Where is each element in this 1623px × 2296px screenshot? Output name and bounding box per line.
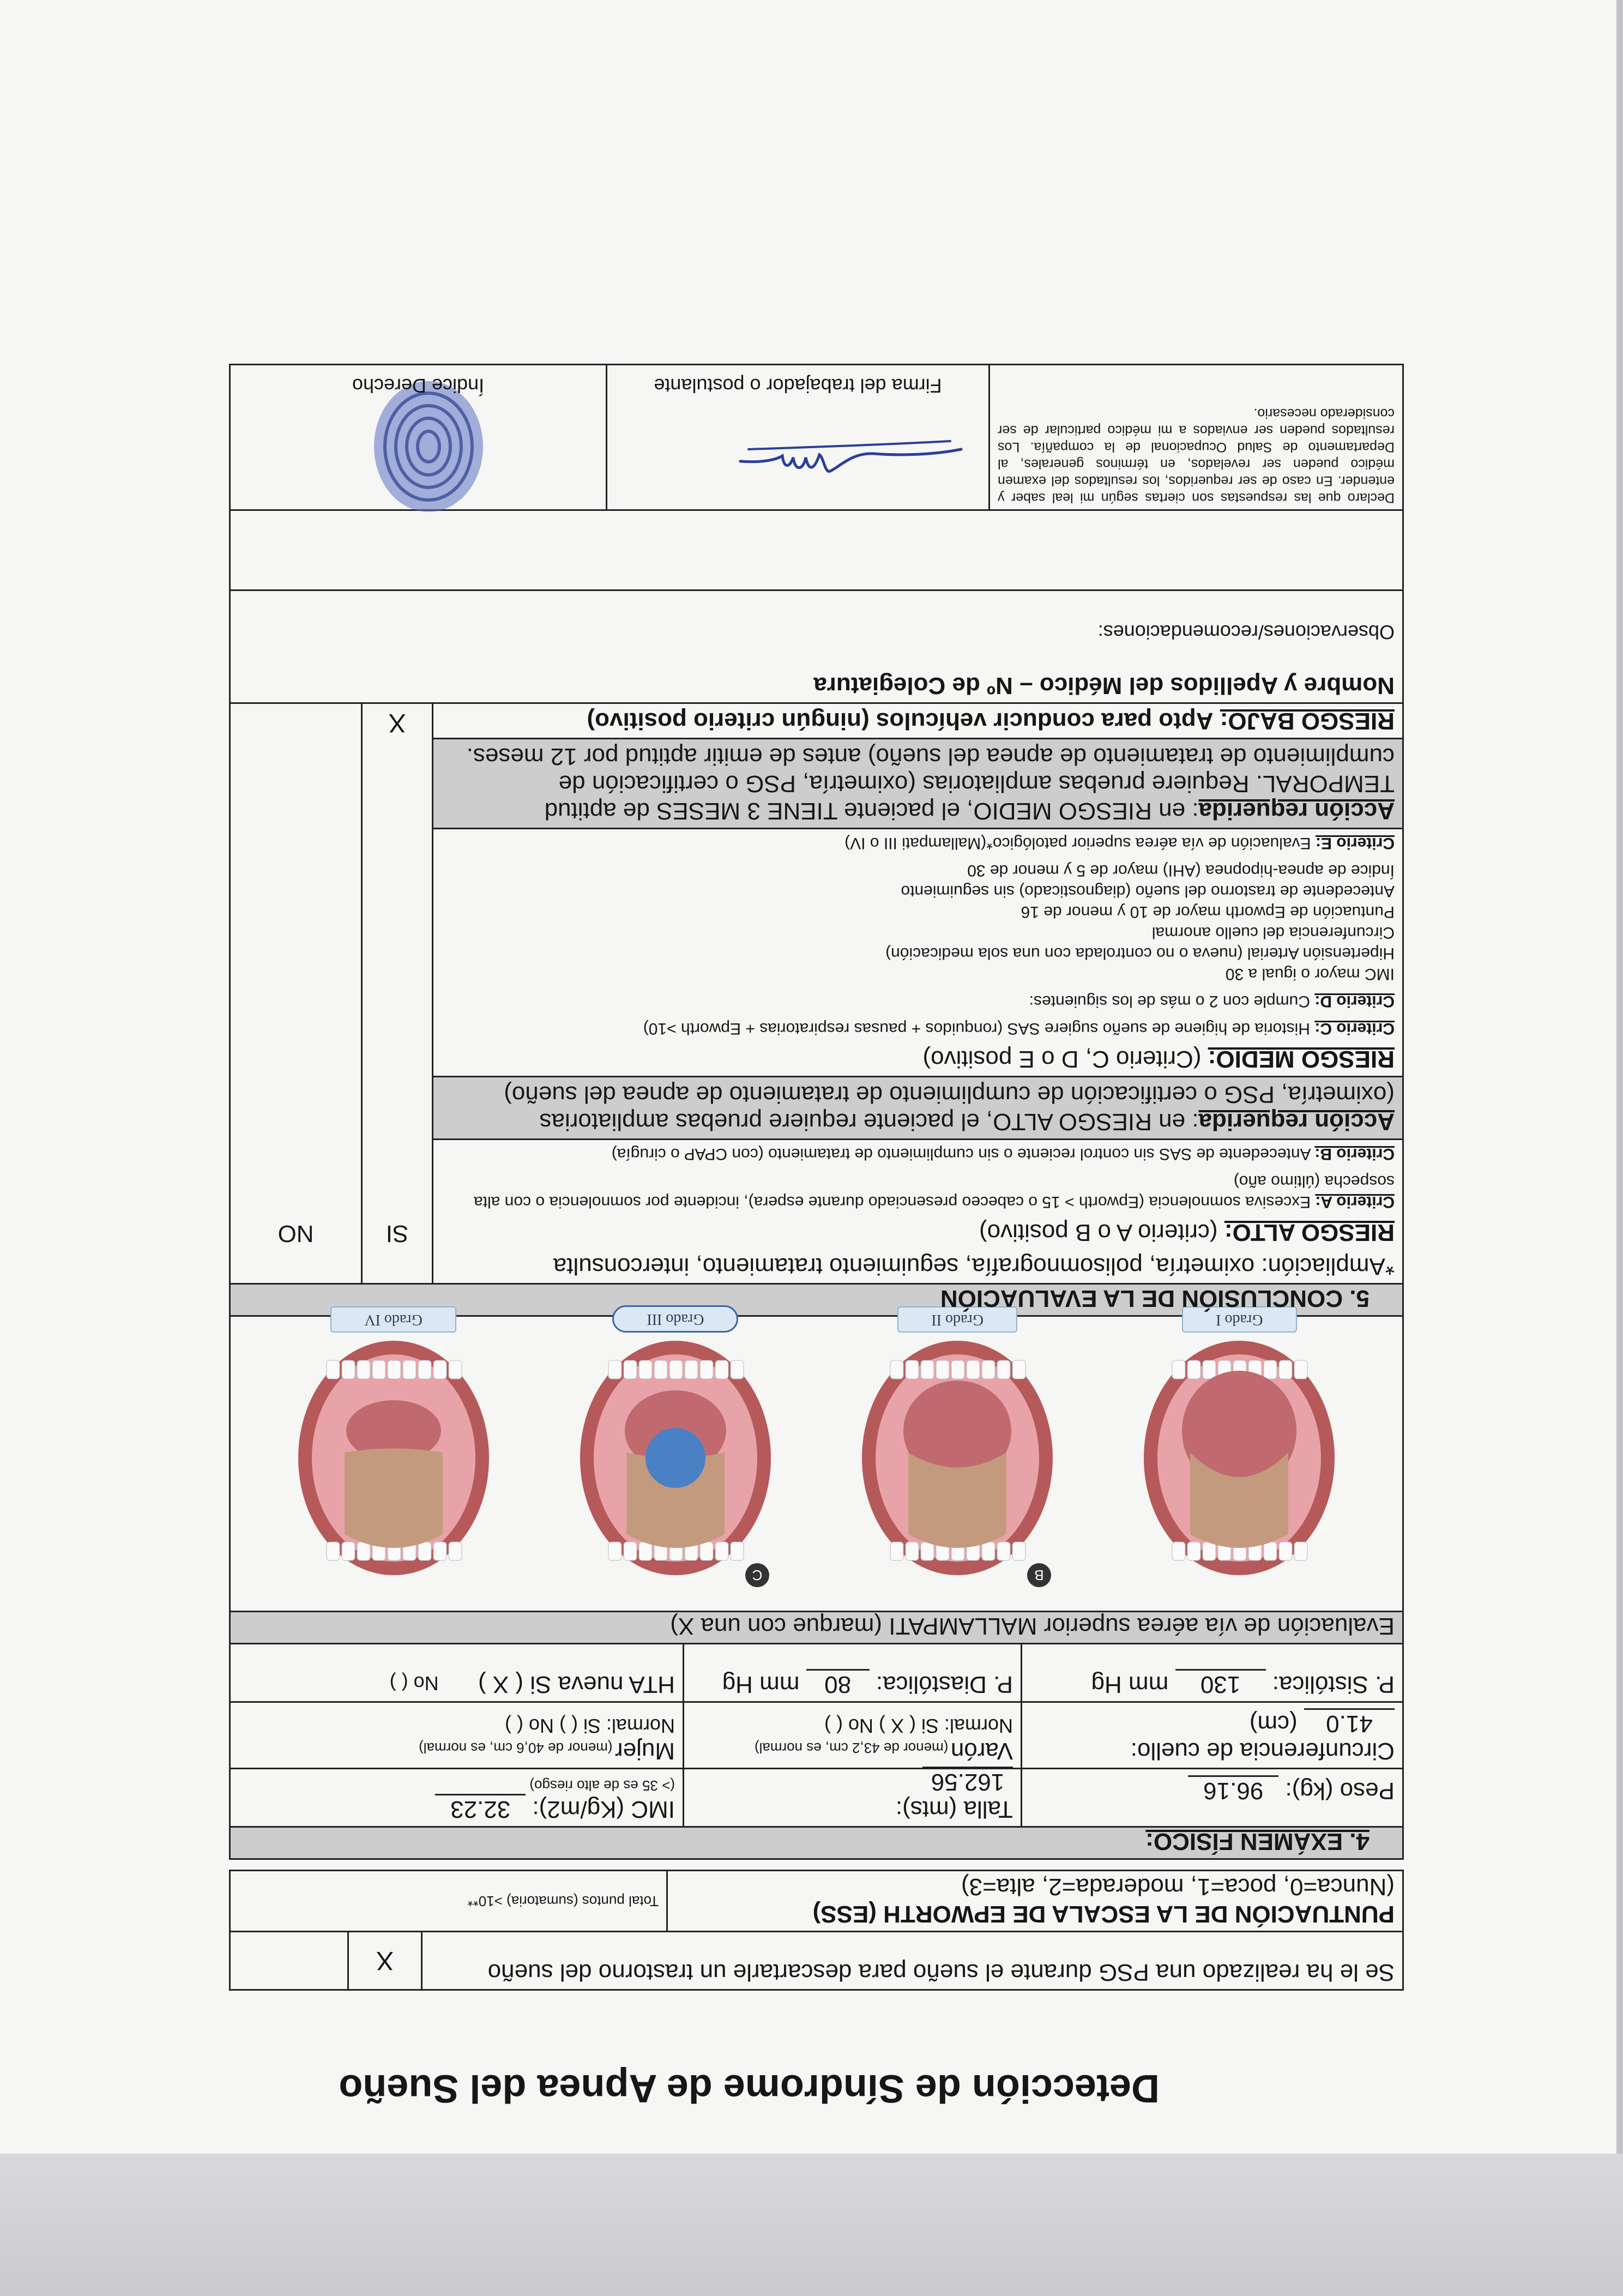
grade-label: Grado III: [612, 1305, 738, 1333]
exam-heading-row: [229, 1826, 1404, 1860]
hta-no[interactable]: No ( ): [389, 1672, 439, 1695]
firma-cell: [606, 365, 988, 509]
talla-cell: [683, 1769, 1021, 1826]
crit-b: [433, 1140, 1402, 1167]
epworth-scale: (Nunca=0, poca=1, moderada=2, alta=3): [961, 1873, 1395, 1900]
sistolica-value[interactable]: 130: [1175, 1669, 1266, 1698]
diastolica-label: P. Diastólica:: [876, 1671, 1013, 1698]
conclusion-text-column: [432, 704, 1402, 1283]
epworth-heading: PUNTUACIÓN DE LA ESCALA DE EPWORTH (ESS): [812, 1901, 1395, 1927]
imc-note: (> 35 es de alto riesgo): [529, 1777, 675, 1794]
bajo-si-mark[interactable]: X: [388, 708, 406, 738]
mallampati-option[interactable]: [851, 1305, 1064, 1594]
crit-d-item: Circunferencia del cuello anormal: [1151, 924, 1395, 942]
crit-d-list: [433, 857, 1402, 987]
grade-label: Grado I: [1182, 1306, 1296, 1333]
mallampati-heading: Evaluación de vía aérea superior MALLAMPATI (marque con una X): [670, 1613, 1395, 1640]
crit-e: [433, 829, 1402, 857]
imc-cell: [231, 1769, 683, 1826]
presion-row: [229, 1643, 1404, 1703]
crit-a-label: Criterio A:: [1315, 1193, 1395, 1211]
medio-sub: (Criterio C, D o E positivo): [922, 1046, 1202, 1072]
alto-sub: (criterio A o B positivo): [979, 1219, 1218, 1246]
crit-d-text: Cumple con 2 o más de los siguientes:: [1029, 992, 1310, 1010]
grade-badge-letter: B: [1034, 1567, 1044, 1583]
mallampati-option[interactable]: [569, 1305, 782, 1594]
firma-label: Firma del trabajador o postulante: [654, 375, 942, 397]
accion-medio: [433, 738, 1402, 829]
ampliacion-text: *Ampliación: oximetría, polisomnografía, seguimiento tratamiento, interconsulta: [553, 1253, 1395, 1280]
mallampati-images: [231, 1300, 1402, 1611]
medico-heading: Nombre y Apellidos del Médico – Nº de Colegiatura: [813, 672, 1395, 699]
firma-row: [229, 364, 1404, 511]
accion-medio-label: Acción requerida: [1198, 798, 1395, 824]
form: [229, 364, 1404, 1991]
varon-normal[interactable]: Normal: Si ( X ) No ( ): [824, 1715, 1013, 1737]
cuello-cell: [1021, 1703, 1402, 1768]
accion-medio-text: : en RIESGO MEDIO, el paciente TIENE 3 MESES de aptitud TEMPORAL. Requiere pruebas ampliatorias (oximetría, PSG o certificación de cumplimiento de tratamiento de apnea del sueño) antes de emitir aptitud por 12 meses.: [466, 743, 1395, 824]
varon-label: Varón: [950, 1738, 1013, 1764]
sistolica-unit: mm Hg: [1091, 1671, 1169, 1698]
imc-value[interactable]: 32.23: [435, 1794, 526, 1823]
page-title: Detección de Síndrome de Apnea del Sueño: [339, 2066, 1160, 2110]
biometria-row: [229, 1768, 1404, 1828]
peso-value[interactable]: 96.16: [1188, 1775, 1278, 1804]
declaracion-text: Declaro que las respuestas son ciertas según mi leal saber y entender. En caso de ser requeridos, los resultados del examen médico pueden ser revelados, en términos generales, al Departamento de Salud Ocupacional de la compañía. Los resultados pueden ser enviados a mi médico particular de ser considerado necesario.: [988, 365, 1402, 509]
talla-label: Talla (mts):: [895, 1796, 1013, 1823]
mallampati-option[interactable]: [1133, 1305, 1346, 1594]
mallampati-panel: [229, 1311, 1404, 1612]
mouth-illustration: [856, 1338, 1058, 1594]
medio-title: RIESGO MEDIO:: [1208, 1046, 1395, 1072]
si-column: [361, 704, 432, 1283]
grade-label: Grado II: [897, 1306, 1017, 1333]
crit-c-text: Historia de higiene de sueño sugiere SAS (ronquidos + pausas respiratorias + Epworth >10): [643, 1020, 1310, 1038]
peso-label: Peso (kg):: [1285, 1777, 1395, 1804]
crit-e-text: Evaluación de vía aérea superior patológico*(Mallampati III o IV): [844, 834, 1311, 852]
varon-note: (menor de 43,2 cm, es normal): [754, 1740, 949, 1756]
mujer-note: (menor de 40,6 cm, es normal): [419, 1740, 613, 1756]
imc-label: IMC (Kg/m2):: [532, 1796, 675, 1823]
crit-d: [433, 987, 1402, 1015]
si-boxes[interactable]: [363, 742, 432, 1216]
exam-heading: 4. EXÁMEN FÍSICO:: [1145, 1828, 1369, 1855]
crit-d-item: Puntuación de Epworth mayor de 10 y menor de 16: [1021, 903, 1395, 921]
cuello-unit: (cm): [1249, 1710, 1298, 1737]
epworth-total: Total puntos (sumatoria) >10**: [467, 1893, 659, 1909]
epworth-heading-cell: [666, 1871, 1402, 1931]
diastolica-unit: mm Hg: [722, 1671, 800, 1698]
crit-d-item: Antecedente de trastorno del sueño (diagnosticado) sin seguimiento: [901, 882, 1395, 900]
crit-c: [433, 1015, 1402, 1042]
cuello-label: Circunferencia de cuello:: [1130, 1738, 1395, 1764]
psg-question: Se le ha realizado una PSG durante el sueño para descartarle un trastorno del sueño: [421, 1932, 1402, 1989]
grade-label: Grado IV: [330, 1306, 456, 1333]
mujer-label: Mujer: [614, 1738, 675, 1764]
mujer-normal[interactable]: Normal: Si ( ) No ( ): [504, 1715, 675, 1737]
psg-no-box[interactable]: [231, 1932, 347, 1989]
crit-d-label: Criterio D:: [1314, 992, 1395, 1010]
crit-b-text: Antecedente de SAS sin control reciente o sin cumplimiento de tratamiento (con CPAP o cirugía): [611, 1145, 1311, 1163]
crit-c-label: Criterio C:: [1314, 1020, 1395, 1038]
si-label: SI: [385, 1220, 409, 1247]
grade-badge-letter: C: [752, 1567, 763, 1583]
cuello-row: [229, 1701, 1404, 1769]
mouth-illustration: [575, 1338, 776, 1594]
diastolica-value[interactable]: 80: [806, 1669, 870, 1698]
talla-value[interactable]: 162.56: [922, 1767, 1013, 1795]
no-label: NO: [277, 1220, 314, 1247]
crit-e-label: Criterio E:: [1315, 834, 1395, 852]
hta-label[interactable]: HTA nueva Si ( X ): [478, 1671, 675, 1698]
mallampati-heading-row: [229, 1611, 1404, 1644]
bajo-cell: [433, 704, 1402, 738]
mouth-illustration: [293, 1338, 494, 1594]
crit-a-text: Excesiva somnolencia (Epworth > 15 o cabeceo presenciado durante espera), incidente por somnolencia o con alta sospecha (último año): [474, 1172, 1395, 1211]
accion-alto: [433, 1076, 1402, 1140]
mallampati-option[interactable]: [287, 1305, 500, 1594]
diastolica-cell: [683, 1644, 1021, 1701]
psg-row: [229, 1931, 1404, 1991]
no-column: [231, 704, 361, 1283]
crit-d-item: IMC mayor o igual a 30: [1225, 965, 1395, 983]
no-boxes[interactable]: [231, 704, 361, 1216]
observaciones-box[interactable]: [229, 509, 1404, 591]
sistolica-cell: [1021, 1644, 1402, 1701]
indice-label: Índice Derecho: [352, 375, 485, 397]
crit-a: [433, 1167, 1402, 1215]
sistolica-label: P. Sistólica:: [1272, 1671, 1395, 1698]
alto-heading-cell: [433, 1215, 1402, 1249]
mujer-cell: [231, 1703, 683, 1768]
crit-d-item: Índice de apnea-hipopnea (AHI) mayor de 5 y menor de 30: [967, 861, 1395, 879]
peso-cell: [1021, 1769, 1402, 1826]
bajo-text: Apto para conducir vehículos (ningún criterio positivo): [587, 708, 1214, 734]
accion-alto-text: : en RIESGO ALTO, el paciente requiere pruebas ampliatorias (oximetría, PSG o certificación de cumplimiento de tratamiento de apnea del sueño): [504, 1081, 1395, 1135]
epworth-row: [229, 1870, 1404, 1932]
conclusion-body: [229, 702, 1404, 1285]
medico-box: [229, 589, 1404, 704]
medio-heading-cell: [433, 1042, 1402, 1076]
signature-image: [732, 427, 967, 487]
varon-cell: [683, 1703, 1021, 1768]
cuello-value[interactable]: 41.0: [1304, 1708, 1395, 1737]
huella-cell: [231, 365, 606, 509]
observaciones-label: Observaciones/recomendaciones:: [1097, 621, 1395, 643]
crit-d-item: Hipertensión Arterial (nueva o no controlada con una sola medicación): [885, 944, 1395, 962]
bajo-title: RIESGO BAJO:: [1220, 708, 1395, 734]
conclusion-heading: 5. CONCLUSIÓN DE LA EVALUACIÓN: [940, 1285, 1369, 1312]
crit-b-label: Criterio B:: [1314, 1145, 1395, 1163]
hta-cell: [231, 1644, 683, 1701]
mouth-illustration: [1138, 1338, 1340, 1594]
alto-title: RIESGO ALTO:: [1224, 1219, 1395, 1246]
psg-yes-box[interactable]: X: [347, 1932, 421, 1989]
accion-alto-label: Acción requerida: [1198, 1108, 1395, 1135]
